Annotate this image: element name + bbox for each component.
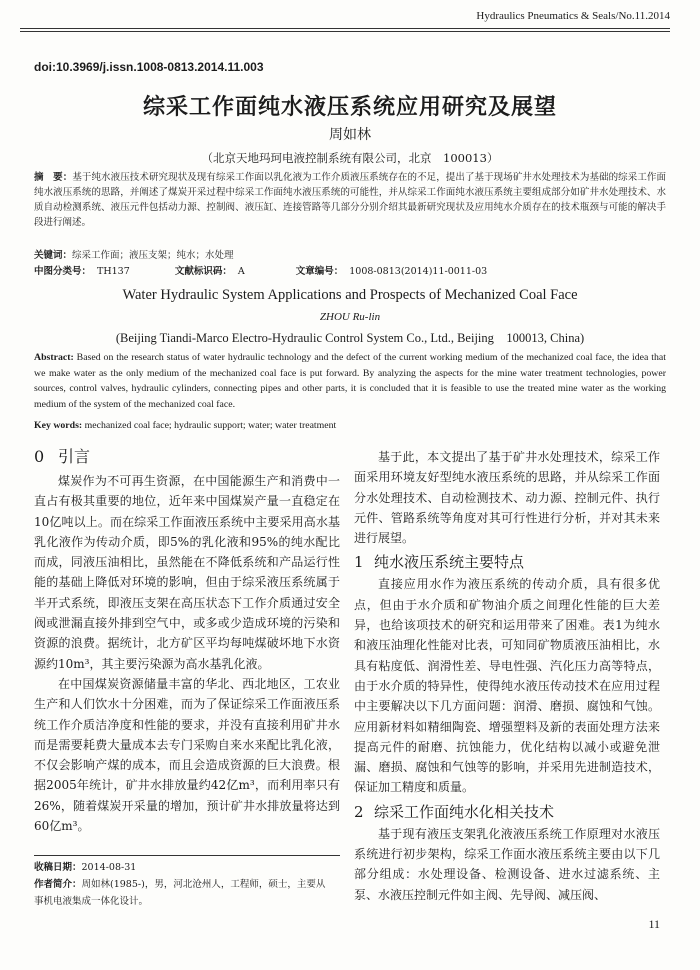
keywords-label-cn: 关键词： xyxy=(34,250,73,261)
page-number: 11 xyxy=(648,917,660,931)
intro-continuation-paragraph: 基于此，本文提出了基于矿井水处理技术，综采工作面采用环境友好型纯水液压系统的思路，并从综采工作面分水处理技术、自动检测技术、动力源、控制元件、执行元件、管路系统等角度对其可行性进行分析，并对其未来进行展望。 xyxy=(354,450,660,546)
doc-code-value: A xyxy=(237,266,245,277)
keywords-label-en: Key words: xyxy=(34,420,83,431)
article-title-en: Water Hydraulic System Applications and Prospects of Mechanized Coal Face xyxy=(122,287,578,303)
abstract-text-en: Based on the research status of water hydraulic technology and the defect of the current working medium of the mechanized coal face, the idea that we make water as the only medium of the mechanized coal face is put forward. By analyzing the aspects for the mine water treatment technologies, power sources, control valves, hydraulic cylinders, connecting pipes and other parts, it is concluded that it is feasible to use the treated mine water as the working medium of the system of the mechanized coal face. xyxy=(34,352,666,410)
section-0-heading xyxy=(34,447,340,467)
section-2-paragraph-1: 基于现有液压支架乳化液液压系统工作原理对水液压系统进行初步架构，综采工作面水液压系统主要由以下几部分组成：水处理设备、检测设备、进水过滤系统、主泵、水液压控制元件如主阀、先导阀、减压阀、 xyxy=(354,826,660,902)
right-column xyxy=(354,447,660,905)
section-0-paragraph-2: 在中国煤炭资源储量丰富的华北、西北地区，工农业生产和人们饮水十分困难，而为了保证综采工作面液压系统工作介质洁净度和性能的要求，并没有直接利用矿井水而是需要耗费大量成本去专门采购自来水来配比乳化液，不仅会影响产煤的成本，而且会造成资源的巨大浪费。根据2005年统计，矿井水排放量约42亿m³，而利用率只有26%，随着煤炭开采量的增加，预计矿井水排放量将达到60亿m³。 xyxy=(34,676,340,834)
affiliation-en: (Beijing Tiandi-Marco Electro-Hydraulic Control System Co., Ltd., Beijing 100013, China) xyxy=(115,331,585,345)
author-en: ZHOU Ru-lin xyxy=(319,311,381,323)
footnote-received xyxy=(34,859,334,876)
abstract-en xyxy=(34,350,666,412)
keywords-en xyxy=(34,420,336,431)
author-cn: 周如林 xyxy=(329,127,371,143)
bio-label: 作者简介： xyxy=(34,879,82,890)
footnote-bio xyxy=(34,876,334,910)
article-no-value: 1008-0813(2014)11-0011-03 xyxy=(349,266,488,277)
keywords-text-cn: 综采工作面；液压支架；纯水；水处理 xyxy=(72,250,234,261)
section-1-paragraph-1: 直接应用水作为液压系统的传动介质，具有很多优点，但由于水介质和矿物油介质之间理化性能的巨大差异，也给该项技术的研究和运用带来了困难。表1为纯水和液压油理化性能对比表，可知同矿物质液压油相比，水具有粘度低、润滑性差、导电性强、汽化压力高等特点，由于水介质的特异性，使得纯水液压传动技术在应用过程中主要解决以下几方面问题：润滑、磨损、腐蚀和气蚀。应用新材料如精细陶瓷、增强塑料及新的表面处理方法来提高元件的耐磨、抗蚀能力，优化结构以减小或避免泄漏、磨损、腐蚀和气蚀等的影响，并采用先进制造技术，保证加工精度和质量。 xyxy=(354,577,660,795)
section-2-heading xyxy=(354,802,660,822)
doi: doi:10.3969/j.issn.1008-0813.2014.11.003 xyxy=(34,60,264,74)
received-date: 2014-08-31 xyxy=(81,862,137,873)
keywords-text-en: mechanized coal face; hydraulic support; water; water treatment xyxy=(82,420,337,431)
clc-label: 中图分类号： xyxy=(34,266,92,277)
journal-header: Hydraulics Pneumatics & Seals/No.11.2014 xyxy=(476,10,670,22)
keywords-cn xyxy=(34,247,234,261)
abstract-label-en: Abstract: xyxy=(34,352,74,363)
abstract-text-cn: 基于纯水液压技术研究现状及现有综采工作面以乳化液为工作介质液压系统存在的不足，提出了基于现场矿井水处理技术为基础的综采工作面纯水液压系统的思路，并阐述了煤炭开采过程中综采工作面纯水液压系统的可能性，并从综采工作面纯水液压系统主要组成部分如矿井水处理技术、水质自动检测系统、液压元件包括动力源、控制阀、液压缸、连接管路等几部分分别介绍其最新研究现状及应用纯水介质存在的技术瓶颈与可能的解决手段进行阐述。 xyxy=(34,172,666,228)
section-0-title: 引言 xyxy=(58,447,91,466)
footnote-rule xyxy=(34,855,340,856)
article-no-label: 文章编号： xyxy=(295,266,344,277)
doc-code-label: 文献标识码： xyxy=(174,266,232,277)
classification-row xyxy=(34,263,666,277)
left-column xyxy=(34,447,340,836)
abstract-cn xyxy=(34,170,666,230)
section-0-number: 0 xyxy=(34,447,45,466)
header-rule-top xyxy=(20,28,670,29)
article-title-cn: 综采工作面纯水液压系统应用研究及展望 xyxy=(142,95,557,120)
section-1-heading xyxy=(354,552,660,572)
abstract-label-cn: 摘 要： xyxy=(34,172,73,183)
received-label: 收稿日期： xyxy=(34,862,82,873)
bio-text: 周如林(1985-)，男，河北沧州人，工程师，硕士，主要从事机电液集成一体化设计。 xyxy=(34,879,326,907)
affiliation-cn: （北京天地玛珂电液控制系统有限公司，北京 100013） xyxy=(201,151,499,165)
section-0-paragraph-1: 煤炭作为不可再生资源，在中国能源生产和消费中一直占有极其重要的地位，近年来中国煤炭产量一直稳定在10亿吨以上。而在综采工作面液压系统中主要采用高水基乳化液作为传动介质，即5%的乳化液和95%的纯水配比而成，同液压油相比，虽然能在不降低系统和产品运行性能的基础上降低对环境的影响，但由于综采液压系统属于半开式系统，即液压支架在高压状态下工作介质通过安全阀或泄漏直接外排到空气中，或多或少造成环境的污染和资源的浪费。据统计，北方矿区平均每吨煤破坏地下水资源约10m³，其主要污染源为高水基乳化液。 xyxy=(34,474,340,671)
section-1-title: 纯水液压系统主要特点 xyxy=(374,553,525,572)
clc-value: TH137 xyxy=(97,266,130,277)
header-rule-bottom xyxy=(20,31,670,32)
section-2-title: 综采工作面纯水化相关技术 xyxy=(374,802,555,821)
section-1-number: 1 xyxy=(354,553,364,572)
section-2-number: 2 xyxy=(354,802,364,821)
